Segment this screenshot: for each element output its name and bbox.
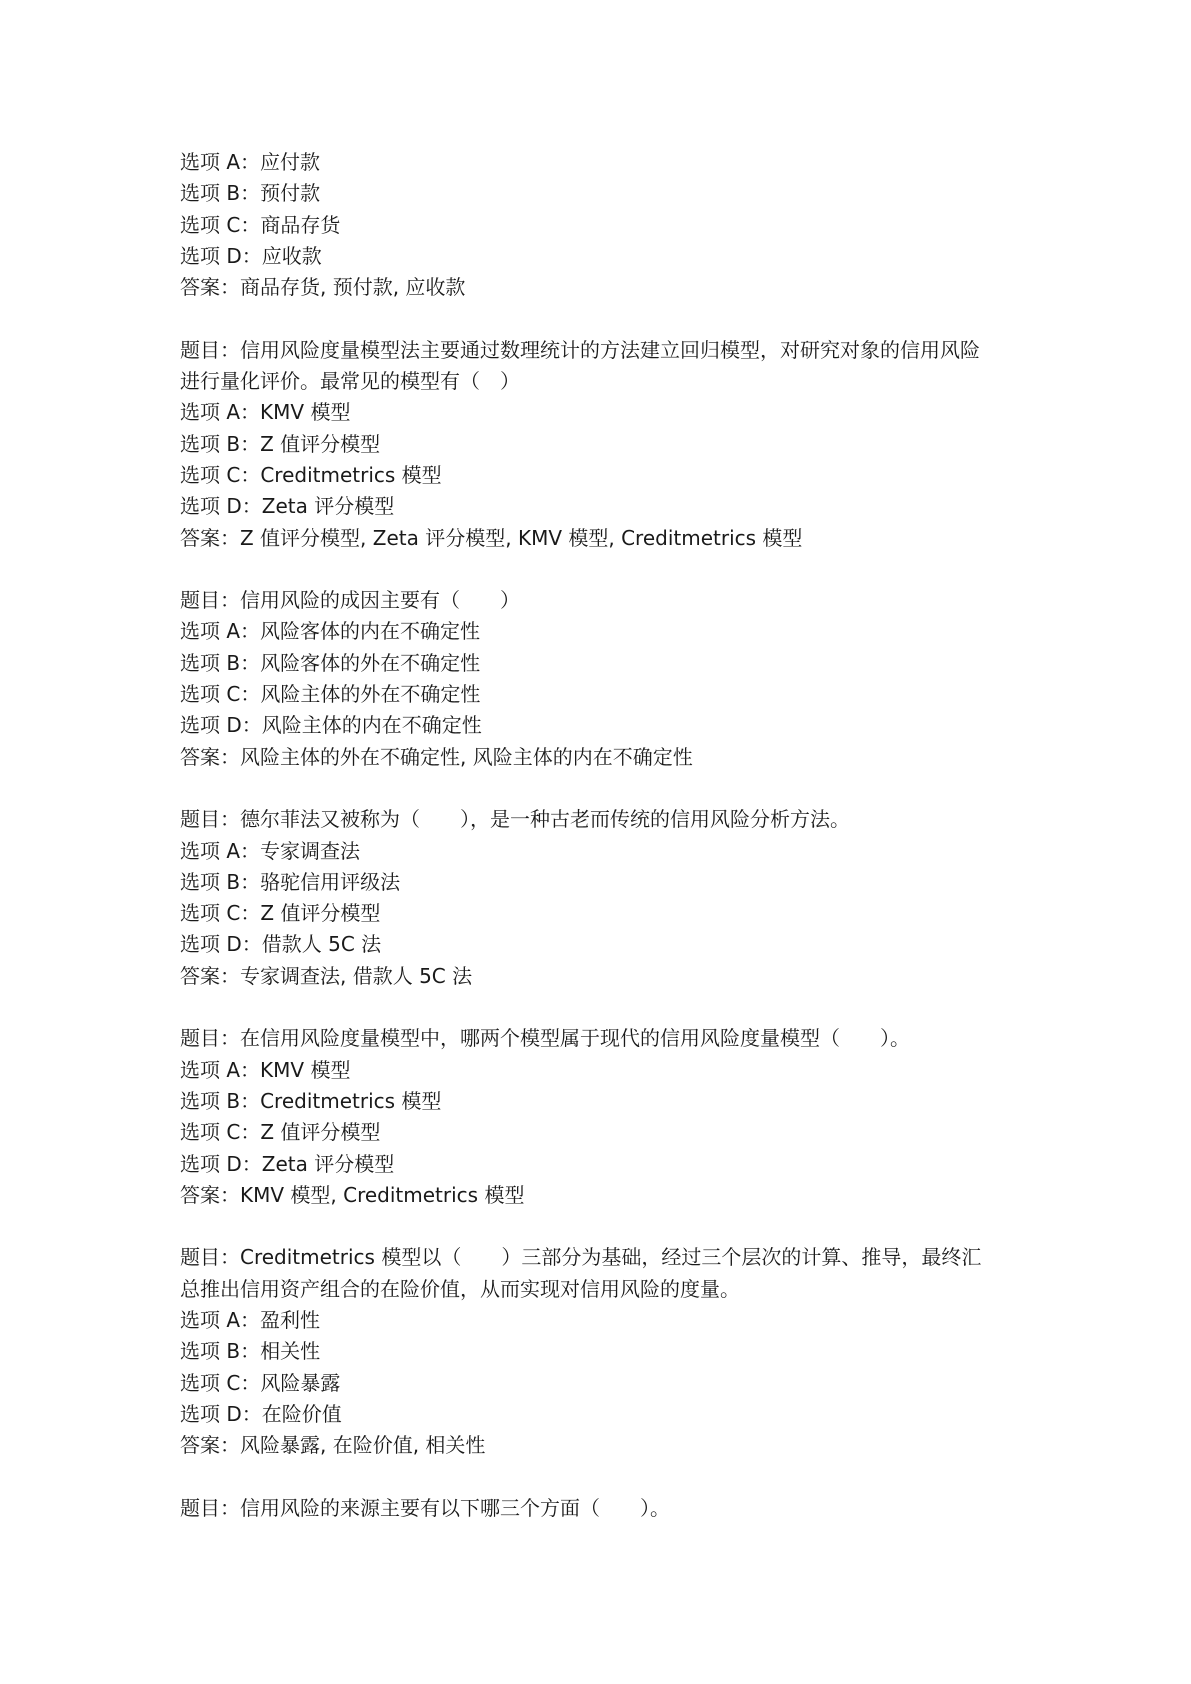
option-a: 选项 A：KMV 模型 [180, 400, 351, 425]
spacer [180, 773, 1020, 804]
question-block [180, 1023, 1020, 1211]
option-c: 选项 C：商品存货 [180, 212, 341, 237]
answer: 答案：风险暴露, 在险价值, 相关性 [180, 1433, 486, 1458]
question-block [180, 335, 1020, 554]
spacer [180, 992, 1020, 1023]
spacer [180, 1211, 1020, 1242]
option-d: 选项 D：应收款 [180, 243, 322, 268]
option-d: 选项 D：借款人 5C 法 [180, 932, 382, 957]
question-text: 题目：Creditmetrics 模型以（ ）三部分为基础，经过三个层次的计算、推导，最终汇 [180, 1245, 982, 1270]
question-text: 题目：信用风险的来源主要有以下哪三个方面（ ）。 [180, 1495, 670, 1520]
answer: 答案：专家调查法, 借款人 5C 法 [180, 963, 473, 988]
question-text: 题目：在信用风险度量模型中，哪两个模型属于现代的信用风险度量模型（ ）。 [180, 1026, 910, 1051]
option-a: 选项 A：盈利性 [180, 1307, 321, 1332]
option-d: 选项 D：在险价值 [180, 1401, 342, 1426]
answer: 答案：商品存货, 预付款, 应收款 [180, 275, 466, 300]
option-d: 选项 D：Zeta 评分模型 [180, 494, 395, 519]
question-block [180, 804, 1020, 992]
option-a: 选项 A：专家调查法 [180, 838, 361, 863]
option-b: 选项 B：相关性 [180, 1339, 321, 1364]
question-text-continued: 进行量化评价。最常见的模型有（ ） [180, 369, 520, 394]
option-a: 选项 A：应付款 [180, 150, 321, 174]
option-b: 选项 B：预付款 [180, 181, 321, 206]
question-text: 题目：信用风险的成因主要有（ ） [180, 588, 520, 613]
question-block [180, 1242, 1020, 1461]
question-text: 题目：信用风险度量模型法主要通过数理统计的方法建立回归模型，对研究对象的信用风险 [180, 337, 980, 362]
answer: 答案：Z 值评分模型, Zeta 评分模型, KMV 模型, Creditmetrics 模型 [180, 525, 803, 550]
question-text-continued: 总推出信用资产组合的在险价值，从而实现对信用风险的度量。 [180, 1276, 740, 1301]
option-c: 选项 C：风险主体的外在不确定性 [180, 682, 481, 707]
spacer [180, 1461, 1020, 1492]
option-c: 选项 C：风险暴露 [180, 1370, 341, 1395]
answer: 答案：风险主体的外在不确定性, 风险主体的内在不确定性 [180, 744, 693, 769]
answer: 答案：KMV 模型, Creditmetrics 模型 [180, 1182, 525, 1207]
option-c: 选项 C：Z 值评分模型 [180, 901, 381, 926]
question-block [180, 585, 1020, 773]
option-b: 选项 B：骆驼信用评级法 [180, 869, 401, 894]
spacer [180, 554, 1020, 585]
option-d: 选项 D：风险主体的内在不确定性 [180, 713, 482, 738]
option-d: 选项 D：Zeta 评分模型 [180, 1151, 395, 1176]
option-a: 选项 A：KMV 模型 [180, 1057, 351, 1082]
option-c: 选项 C：Creditmetrics 模型 [180, 462, 442, 487]
option-b: 选项 B：Creditmetrics 模型 [180, 1088, 442, 1113]
question-block [180, 147, 1020, 303]
question-text: 题目：德尔菲法又被称为（ ），是一种古老而传统的信用风险分析方法。 [180, 807, 850, 832]
option-a: 选项 A：风险客体的内在不确定性 [180, 619, 481, 644]
option-b: 选项 B：风险客体的外在不确定性 [180, 650, 481, 675]
option-c: 选项 C：Z 值评分模型 [180, 1120, 381, 1145]
spacer [180, 303, 1020, 334]
document-page [180, 147, 1020, 1524]
option-b: 选项 B：Z 值评分模型 [180, 431, 381, 456]
question-block [180, 1493, 1020, 1524]
